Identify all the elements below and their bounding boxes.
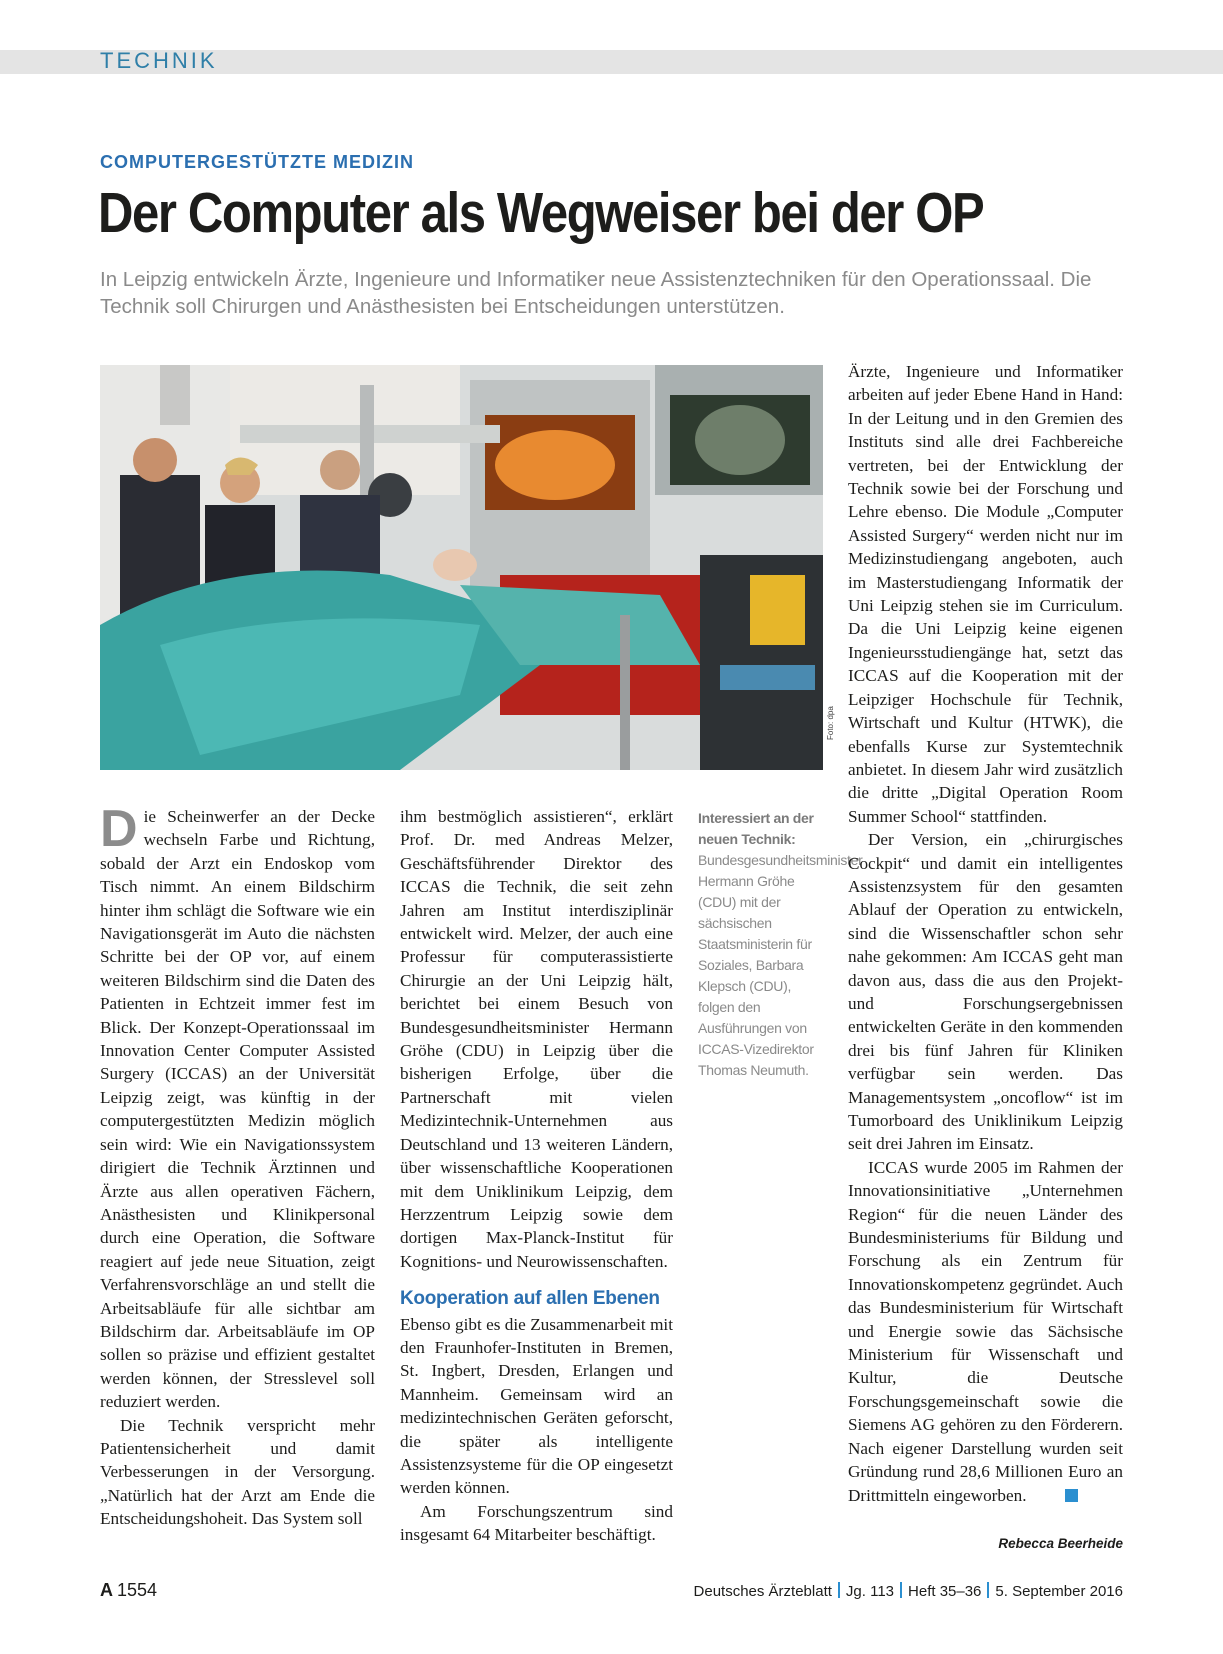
article-author: Rebecca Beerheide <box>998 1536 1123 1551</box>
paragraph-text: ICCAS wurde 2005 im Rahmen der Innovationsinitiative „Unternehmen Region“ für die neuen Länder des Bundesministeriums für Bildung und Forschung als ein Zentrum für Innovationskompetenz gegründet. Auch das Bundesministerium für Wirtschaft und Energie sowie das Sächsische Ministerium für Wissenschaft und Kultur, die Deutsche Forschungsgemeinschaft sowie die Siemens AG gehören zu den Förderern. Nach eigener Darstellung wurden seit Gründung rund 28,6 Millionen Euro an Drittmitteln eingeworben. <box>848 1157 1123 1505</box>
photo-caption <box>698 808 863 1081</box>
column-3 <box>848 360 1123 1507</box>
paragraph-text: ie Scheinwerfer an der Decke wechseln Farbe und Richtung, sobald der Arzt ein Endoskop vom Tisch nimmt. An einem Bildschirm hinter ihm schlägt die Software wie ein Navigationsgerät im Auto die nächsten Schritte bei der OP vor, auf einem weiteren Bildschirm sind die Daten des Patienten in Echtzeit immer fest im Blick. Der Konzept-Operationssaal im Innovation Center Computer Assisted Surgery (ICCAS) an der Universität Leipzig zeigt, was künftig in der computergestützten Medizin möglich sein wird: Wie ein Navigationssystem dirigiert die Technik Ärztinnen und Ärzte aus allen operativen Fächern, Anästhesisten und Klinikpersonal durch eine Operation, die Software reagiert auf jede neue Situation, zeigt Verfahrensvorschläge an und stellt die Arbeitsabläufe für alle sichtbar am Bildschirm dar. Arbeitsabläufe im OP sollen so präzise und effizient gestaltet werden können, der Stresslevel soll reduziert werden. <box>100 807 375 1412</box>
caption-lead: Interessiert an der neuen Technik: <box>698 810 814 847</box>
section-label: TECHNIK <box>100 48 218 73</box>
caption-text: Bundesgesundheitsminister Hermann Gröhe (CDU) mit der sächsischen Staatsministerin für Soziales, Barbara Klepsch (CDU), folgen den Ausführungen von ICCAS-Vizedirektor Thomas Neumuth. <box>698 852 863 1078</box>
article-kicker: COMPUTERGESTÜTZTE MEDIZIN <box>100 152 414 172</box>
article-headline: Der Computer als Wegweiser bei der OP <box>98 181 984 245</box>
column-2 <box>400 805 673 1547</box>
issue-date: 5. September 2016 <box>995 1583 1123 1600</box>
paragraph: Die Technik verspricht mehr Patientensicherheit und damit Verbesserungen in der Versorgung. „Natürlich hat der Arzt am Ende die Entscheidungshoheit. Das System soll <box>100 1415 375 1529</box>
divider <box>987 1582 989 1598</box>
page-number <box>100 1580 157 1601</box>
paragraph <box>848 1156 1123 1507</box>
divider <box>900 1582 902 1598</box>
footer-citation <box>694 1582 1123 1600</box>
subheading: Kooperation auf allen Ebenen <box>400 1288 660 1310</box>
paragraph: Ärzte, Ingenieure und Informatiker arbeiten auf jeder Ebene Hand in Hand: In der Leitung und in den Gremien des Instituts sind alle drei Fachbereiche vertreten, bei der Entwicklung der Technik sowie bei der Forschung und Lehre ebenso. Die Module „Computer Assisted Surgery“ werden nicht nur im Medizinstudiengang angeboten, auch im Masterstudiengang Informatik der Uni Leipzig stehen sie im Curriculum. Da die Uni Leipzig keine eigenen Ingenieursstudiengänge hat, setzt das ICCAS auf die Kooperation mit der Leipziger Hochschule für Technik, Wirtschaft und Kultur (HTWK), die ebenfalls Kurse zur Systemtechnik anbietet. In diesem Jahr wird zusätzlich die dritte „Digital Operation Room Summer School“ stattfinden. <box>848 362 1123 826</box>
divider <box>838 1582 840 1598</box>
paragraph: Ebenso gibt es die Zusammenarbeit mit den Fraunhofer-Instituten in Bremen, St. Ingbert, Dresden, Erlangen und Mannheim. Gemeinsam wird an medizintechnischen Geräten geforscht, die später als intelligente Assistenzsysteme für die OP eingesetzt werden können. <box>400 1314 673 1498</box>
journal-name: Deutsches Ärzteblatt <box>693 1583 832 1600</box>
page-number-value: 1554 <box>117 1580 158 1600</box>
end-mark-icon <box>1065 1489 1078 1502</box>
column-1 <box>100 800 375 1531</box>
paragraph: Der Version, ein „chirurgisches Cockpit“ und damit ein intelligentes Assistenzsystem für den gesamten Ablauf der Operation zu entwickeln, sind die Wissenschaftler schon sehr nahe gekommen: Am ICCAS geht man davon aus, dass die aus den Projekt- und Forschungsergebnissen entwickelten Geräte in den kommenden drei bis fünf Jahren für Kliniken verfügbar sein werden. Das Managementsystem „oncoflow“ ist im Tumorboard des Uniklinikum Leipzig seit drei Jahren im Einsatz. <box>848 830 1123 1154</box>
journal-issue: Heft 35–36 <box>908 1583 982 1600</box>
paragraph: Am Forschungszentrum sind insgesamt 64 Mitarbeiter beschäftigt. <box>400 1501 673 1545</box>
paragraph: ihm bestmöglich assistieren“, erklärt Prof. Dr. med Andreas Melzer, Geschäftsführender Direktor des ICCAS die Technik, die seit zehn Jahren am Institut interdisziplinär entwickelt wird. Melzer, der auch eine Professur für computerassistierte Chirurgie an der Uni Leipzig hält, berichtet bei einem Besuch von Bundesgesundheitsminister Hermann Gröhe (CDU) in Leipzig über die bisherigen Erfolge, über die Partnerschaft mit vielen Medizintechnik-Unternehmen aus Deutschland und 13 weiteren Ländern, über wissenschaftliche Kooperationen mit dem Uniklinikum Leipzig, dem Herzzentrum Leipzig sowie dem dortigen Max-Planck-Institut für Kognitions- und Neurowissenschaften. <box>400 807 673 1271</box>
article-photo <box>100 365 823 770</box>
dropcap: D <box>100 800 138 858</box>
article-lead: In Leipzig entwickeln Ärzte, Ingenieure und Informatiker neue Assistenztechniken für den Operationssaal. Die Technik soll Chirurgen und Anästhesisten bei Entscheidungen unterstützen. <box>100 268 1092 318</box>
page-prefix: A <box>100 1580 113 1600</box>
operating-room-illustration <box>100 365 823 770</box>
photo-credit: Foto: dpa <box>826 706 835 740</box>
paragraph <box>100 800 375 1414</box>
journal-volume: Jg. 113 <box>845 1583 895 1600</box>
